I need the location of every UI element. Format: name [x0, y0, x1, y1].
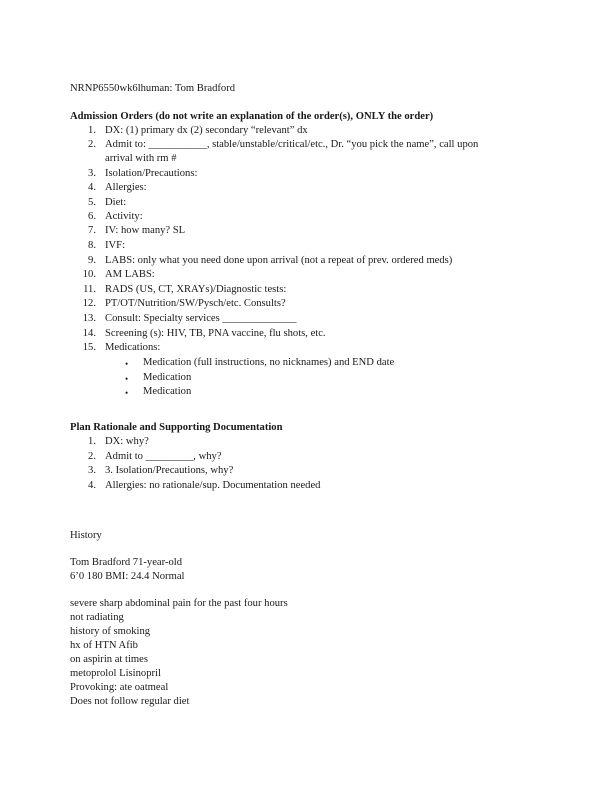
- history-note: Provoking: ate oatmeal: [70, 682, 169, 693]
- list-item-number: 2.: [88, 139, 96, 150]
- list-item-number: 4.: [88, 480, 96, 491]
- admission-orders-heading: Admission Orders (do not write an explanation of the order(s), ONLY the order): [70, 111, 434, 122]
- history-note: Does not follow regular diet: [70, 696, 190, 707]
- list-item-number: 2.: [88, 451, 96, 462]
- list-item-number: 10.: [82, 269, 96, 280]
- list-item-number: 12.: [82, 298, 96, 309]
- list-item-number: 9.: [88, 255, 96, 266]
- list-item-text: PT/OT/Nutrition/SW/Pysch/etc. Consults?: [105, 298, 286, 309]
- list-item-text: Admit to _________, why?: [105, 451, 222, 462]
- medication-text: Medication: [143, 372, 192, 383]
- history-note: severe sharp abdominal pain for the past four hours: [70, 598, 288, 609]
- list-item-number: 5.: [88, 197, 96, 208]
- history-note: on aspirin at times: [70, 654, 148, 665]
- list-item-number: 11.: [83, 284, 96, 295]
- list-item-text: RADS (US, CT, XRAYs)/Diagnostic tests:: [105, 284, 287, 295]
- list-item-text: Consult: Specialty services ______________: [105, 313, 297, 324]
- list-item-number: 6.: [88, 211, 96, 222]
- list-item-text: DX: (1) primary dx (2) secondary “relevant” dx: [105, 125, 308, 136]
- list-item-number: 8.: [88, 240, 96, 251]
- list-item-text: Admit to: ___________, stable/unstable/critical/etc., Dr. “you pick the name”, call upon: [105, 139, 479, 150]
- vitals-line: 6’0 180 BMI: 24.4 Normal: [70, 571, 185, 582]
- list-item-number: 1.: [88, 436, 96, 447]
- list-item-text: Activity:: [105, 211, 143, 222]
- list-item-number: 3.: [88, 168, 96, 179]
- list-item-text: 3. Isolation/Precautions, why?: [105, 465, 234, 476]
- list-item-text: DX: why?: [105, 436, 149, 447]
- bullet-icon: •: [125, 388, 129, 398]
- list-item-text: AM LABS:: [105, 269, 155, 280]
- list-item-number: 1.: [88, 125, 96, 136]
- document-header: NRNP6550wk6lhuman: Tom Bradford: [70, 83, 236, 94]
- bullet-icon: •: [125, 374, 129, 384]
- history-note: hx of HTN Afib: [70, 640, 138, 651]
- list-item-text: LABS: only what you need done upon arrival (not a repeat of prev. ordered meds): [105, 255, 453, 266]
- list-item-text: IVF:: [105, 240, 126, 251]
- patient-line: Tom Bradford 71-year-old: [70, 557, 183, 568]
- medication-text: Medication: [143, 386, 192, 397]
- history-heading: History: [70, 530, 102, 541]
- list-item-number: 3.: [88, 465, 96, 476]
- list-item-text: Diet:: [105, 197, 127, 208]
- list-item-text: Screening (s): HIV, TB, PNA vaccine, flu shots, etc.: [105, 328, 326, 339]
- list-item-number: 13.: [82, 313, 96, 324]
- list-item-text: IV: how many? SL: [105, 225, 186, 236]
- list-item-number: 7.: [88, 225, 96, 236]
- plan-rationale-heading: Plan Rationale and Supporting Documentation: [70, 422, 283, 433]
- list-item-text: Allergies:: [105, 182, 147, 193]
- list-item-text: Allergies: no rationale/sup. Documentation needed: [105, 480, 321, 491]
- list-item-text: Medications:: [105, 342, 161, 353]
- history-note: metoprolol Lisinopril: [70, 668, 161, 679]
- medication-text: Medication (full instructions, no nicknames) and END date: [143, 357, 395, 368]
- list-item-continuation: arrival with rm #: [105, 153, 177, 164]
- list-item-number: 4.: [88, 182, 96, 193]
- history-note: history of smoking: [70, 626, 151, 637]
- list-item-text: Isolation/Precautions:: [105, 168, 198, 179]
- bullet-icon: •: [125, 359, 129, 369]
- history-note: not radiating: [70, 612, 124, 623]
- list-item-number: 15.: [82, 342, 96, 353]
- list-item-number: 14.: [82, 328, 96, 339]
